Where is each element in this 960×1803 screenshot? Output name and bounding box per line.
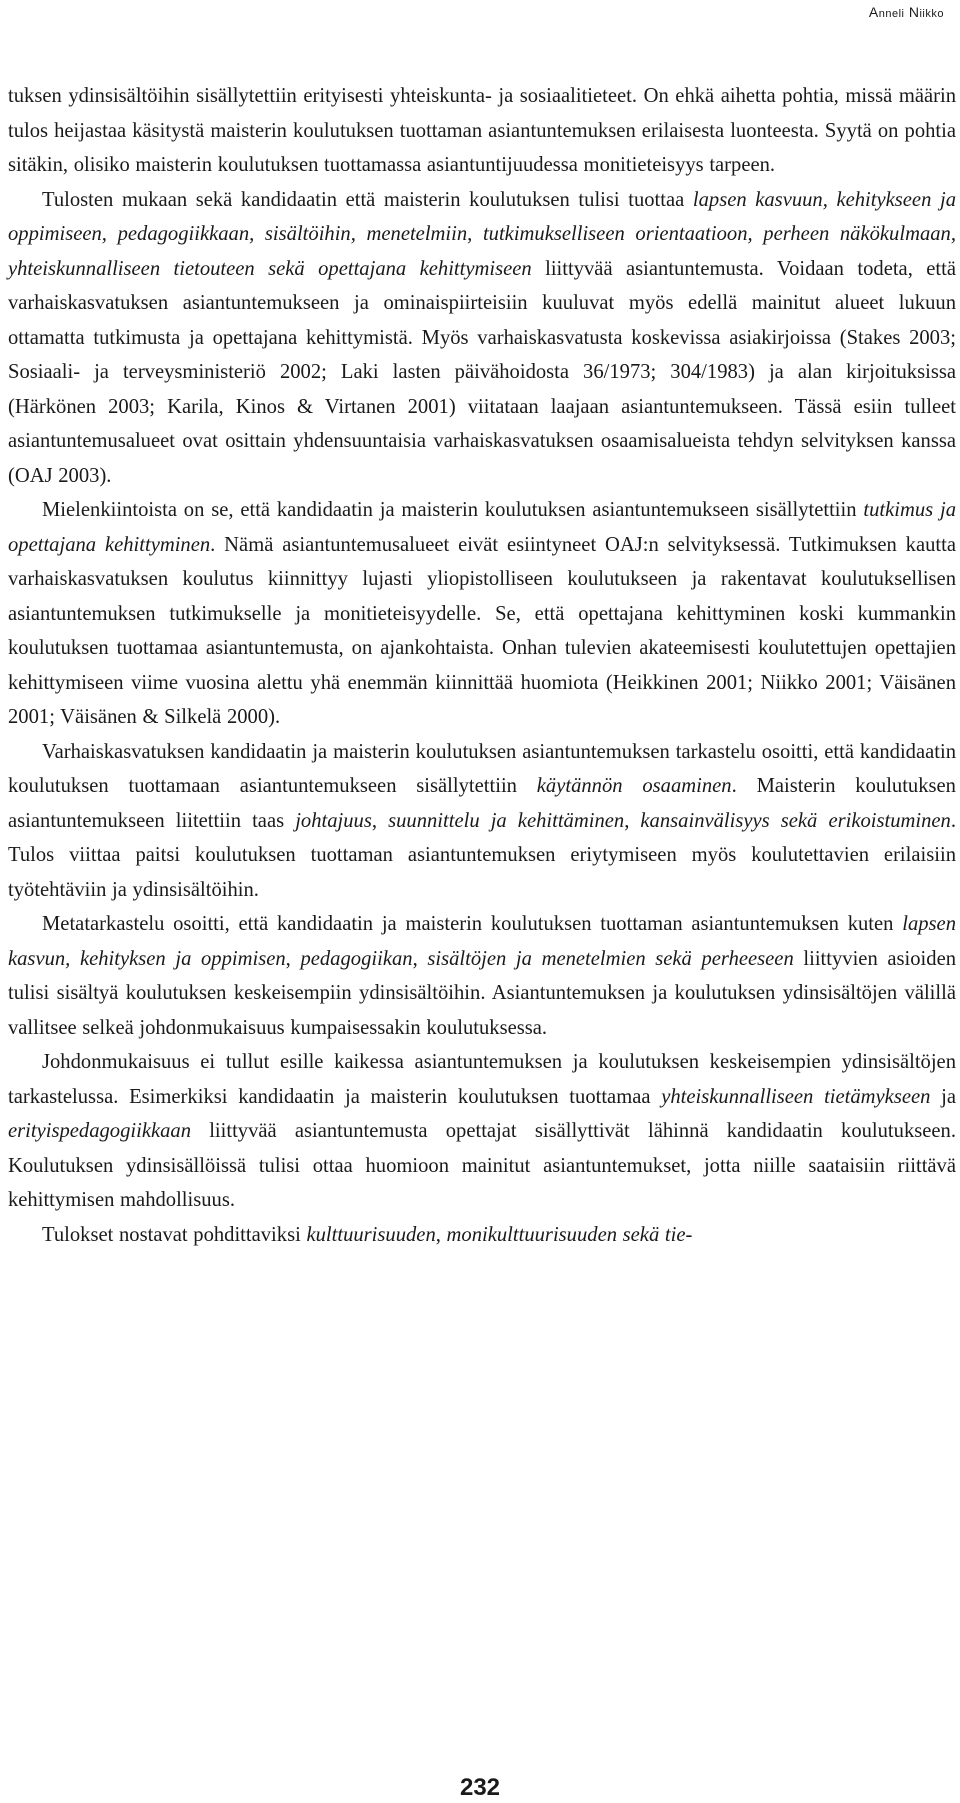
italic-text: kulttuurisuuden: [306, 1223, 436, 1246]
italic-text: pedagogiikan: [300, 947, 413, 970]
italic-text: erityispedagogiikkaan: [8, 1120, 192, 1142]
italic-text: lapsen kasvun, kehityksen ja oppimisen: [8, 913, 956, 970]
text-run: Tulosten mukaan sekä kandidaatin että maisterin koulutuksen tulisi tuottaa: [42, 188, 693, 211]
text-run: liittyvää asiantuntemusta. Voidaan todeta, että varhaiskasvatuksen asiantuntemukseen ja ominaispiirteisiin kuuluvat myös edellä mainitut alueet lukuun ottamatta tutkimusta ja opettajana kehittymistä. Myös varhaiskasvatusta koskevissa asiakirjoissa (Stakes 2003; Sosiaali- ja terveysministeriö 2002; Laki lasten päivähoidosta 36/1973; 304/1983) ja alan kirjoituksissa (Härkönen 2003; Karila, Kinos & Virtanen 2001) viitataan laajaan asiantuntemukseen. Tässä esiin tulleet asiantuntemusalueet ovat osittain yhdensuuntaisia varhaiskasvatuksen osaamisalueista tehdyn selvityksen kanssa (OAJ 2003).: [8, 257, 956, 487]
italic-text: johtajuus: [295, 809, 372, 832]
text-run: . Maisterin koulutuksen asiantuntemukseen liitettiin taas: [8, 775, 956, 832]
header-first-name: nneli: [878, 8, 905, 20]
text-run: ,: [371, 809, 389, 832]
text-run: Metatarkastelu osoitti, että kandidaatin ja maisterin koulutuksen tuottaman asiantuntemuksen kuten: [42, 913, 903, 935]
running-header: [869, 4, 944, 20]
text-run: tuksen ydinsisältöihin sisällytettiin erityisesti yhteiskunta- ja sosiaalitieteet. On ehkä aihetta pohtia, missä määrin tulos heijastaa käsitystä maisterin koulutuksen tuottaman asiantuntemuksen erilaisesta luonteesta. Syytä on pohtia sitäkin, olisiko maisterin koulutuksen tuottamassa asiantuntijuudessa monitieteisyys tarpeen.: [8, 85, 956, 176]
paragraph: [8, 1218, 956, 1253]
italic-text: yhteiskunnalliseen tietämykseen: [661, 1085, 931, 1108]
text-run: ,: [624, 809, 641, 832]
text-run: ja: [930, 1085, 957, 1108]
text-run: Mielenkiintoista on se, että kandidaatin ja maisterin koulutuksen asiantuntemukseen sisällytettiin: [42, 499, 864, 521]
text-run: Tulokset nostavat pohdittaviksi: [42, 1223, 307, 1246]
italic-text: kansainvälisyys sekä erikoistuminen: [640, 809, 951, 832]
paragraph: [8, 79, 956, 183]
text-run: liittyvien asioiden tulisi sisältyä koulutuksen keskeisempiin ydinsisältöihin. Asiantuntemuksen ja koulutuksen ydinsisältöjen välillä vallitsee selkeä johdonmukaisuus kumpaisessakin koulutuksessa.: [8, 947, 957, 1039]
header-initial-last: N: [908, 4, 920, 20]
page-number: 232: [459, 1774, 501, 1801]
text-run: ,: [285, 947, 301, 970]
text-run: ,: [412, 947, 428, 970]
paragraph: [8, 907, 956, 1045]
paragraph: [8, 1045, 956, 1218]
italic-text: tutkimus ja opettajana kehittyminen: [8, 499, 956, 556]
paragraph: [8, 183, 956, 494]
body-text: [8, 79, 956, 1252]
italic-text: suunnittelu ja kehittäminen: [388, 809, 625, 832]
paragraph: [8, 493, 956, 735]
text-run: . Nämä asiantuntemusalueet eivät esiintyneet OAJ:n selvityksessä. Tutkimuksen kautta varhaiskasvatuksen koulutus kiinnittyy lujasti yliopistolliseen koulutukseen ja rakentavat koulutuksellisen asiantuntemuksen tutkimukselle ja monitieteisyydelle. Se, että opettajana kehittyminen koski kummankin koulutuksen tuottamaa asiantuntemusta, on ajankohtaista. Onhan tulevien akateemisesti koulutettujen opettajien kehittymiseen viime vuosina alettu yhä enemmän kiinnittää huomiota (Heikkinen 2001; Niikko 2001; Väisänen 2001; Väisänen & Silkelä 2000).: [8, 533, 956, 728]
text-run: liittyvää asiantuntemusta opettajat sisällyttivät lähinnä kandidaatin koulutukseen. Koulutuksen ydinsisällöissä tulisi ottaa huomioon mainitut asiantuntemukset, jotta niille saataisiin riittävä kehittymisen mahdollisuus.: [8, 1120, 956, 1211]
header-initial-first: A: [868, 4, 879, 20]
text-run: Varhaiskasvatuksen kandidaatin ja maisterin koulutuksen asiantuntemuksen tarkastelu osoitti, että kandidaatin koulutuksen tuottamaan asiantuntemukseen sisällytettiin: [8, 740, 956, 797]
italic-text: monikulttuurisuuden sekä tie-: [446, 1223, 693, 1246]
paragraph: [8, 735, 956, 908]
text-run: . Tulos viittaa paitsi koulutuksen tuottaman asiantuntemuksen eriytymiseen myös koulutettavien erilaisiin työtehtäviin ja ydinsisältöihin.: [8, 809, 956, 901]
text-run: Johdonmukaisuus ei tullut esille kaikessa asiantuntemuksen ja koulutuksen keskeisempien ydinsisältöjen tarkastelussa. Esimerkiksi kandidaatin ja maisterin koulutuksen tuottamaa: [8, 1051, 956, 1108]
italic-text: sisältöjen ja menetelmien sekä perheeseen: [427, 947, 794, 970]
text-run: ,: [435, 1223, 447, 1246]
italic-text: lapsen kasvuun, kehitykseen ja oppimiseen, pedagogiikkaan, sisältöihin, menetelmiin, tutkimukselliseen orientaatioon, perheen näkökulmaan, yhteiskunnalliseen tietouteen sekä opettajana kehittymiseen: [8, 188, 956, 280]
italic-text: käytännön osaaminen: [536, 775, 732, 797]
header-last-name: iikko: [919, 8, 944, 20]
